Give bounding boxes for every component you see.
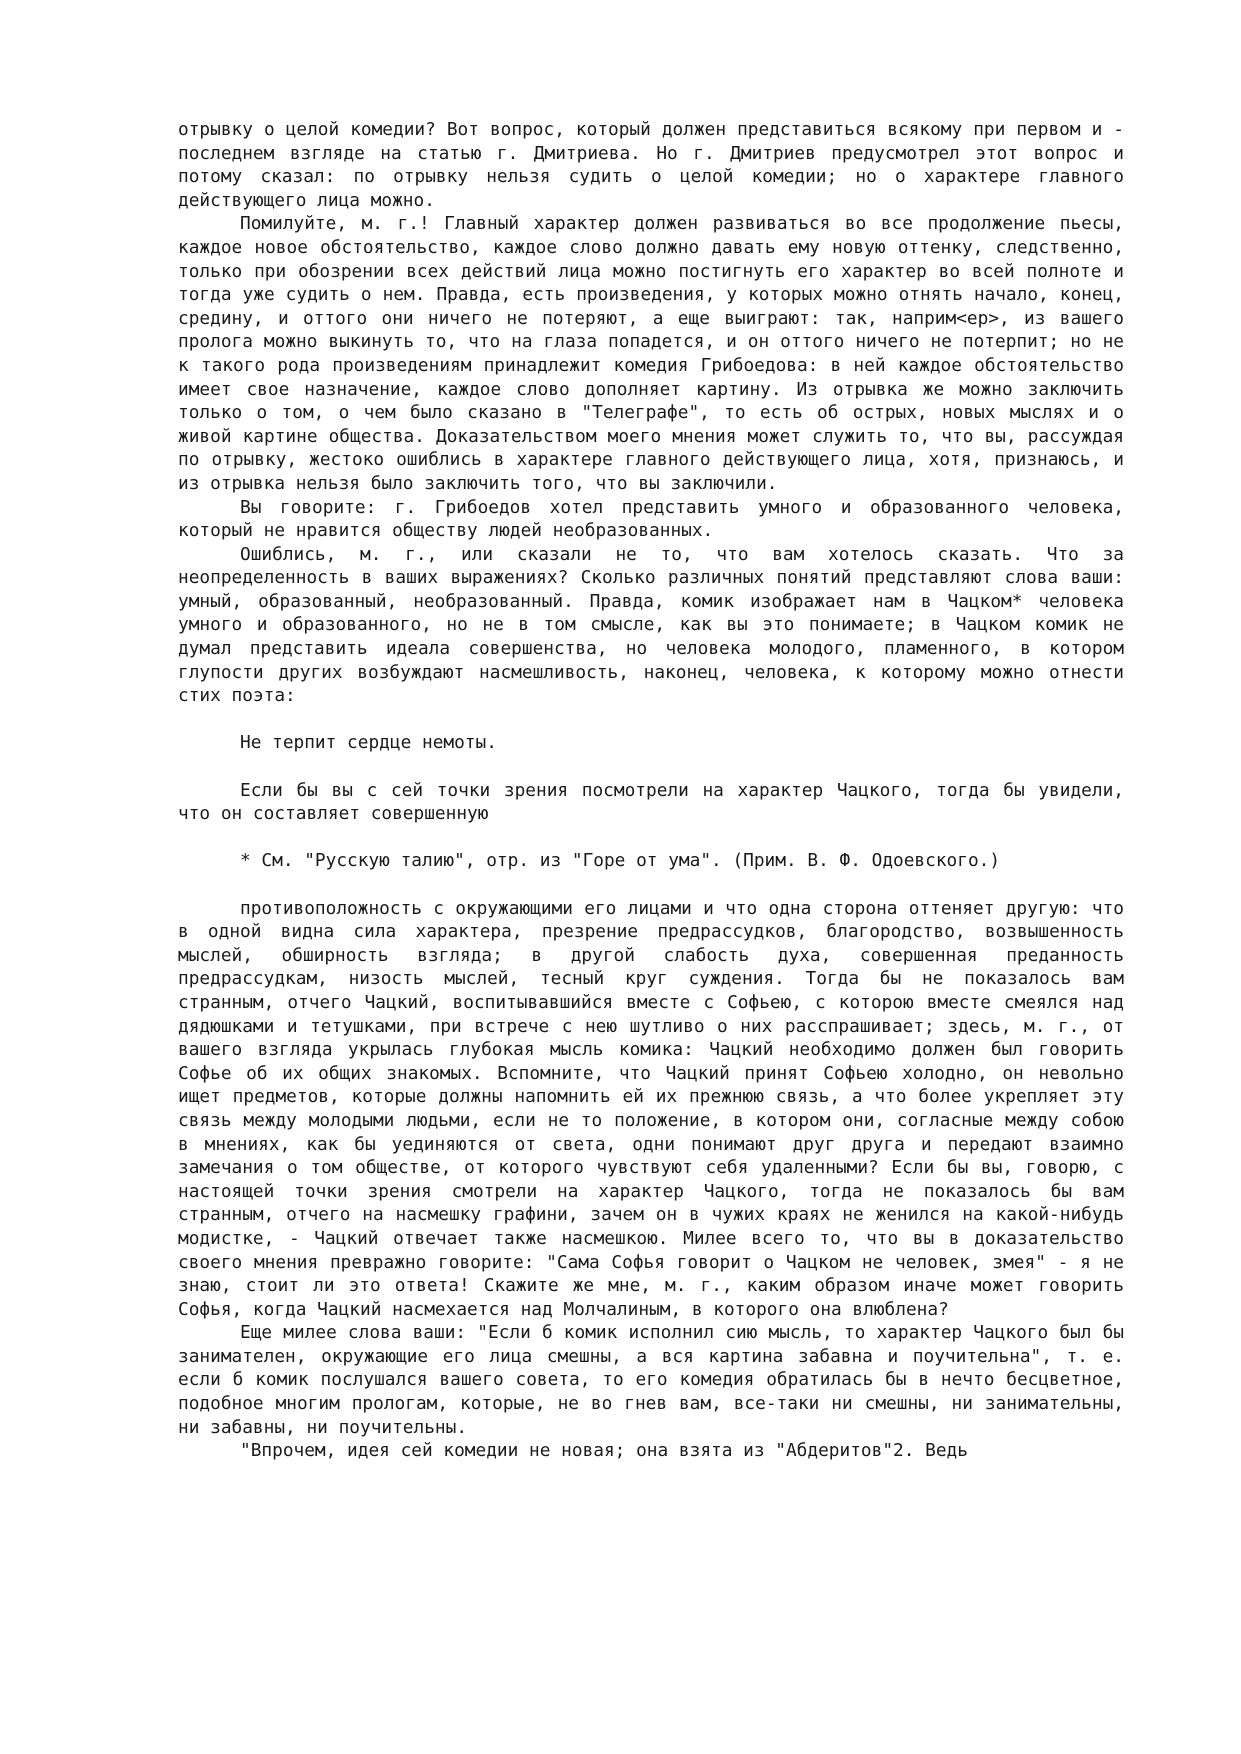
blank-line (178, 755, 1124, 779)
paragraph-7: Еще милее слова ваши: "Если б комик исполнил сию мысль, то характер Чацкого был бы занимателен, окружающие его лица смешны, а вся картина забавна и поучительна", т. е. если б комик послушался вашего совета, то его комедия обратилась бы в нечто бесцветное, подобное многим прологам, которые, не во гнев вам, все-таки ни смешны, ни занимательны, ни забавны, ни поучительны. (178, 1322, 1124, 1438)
paragraph-2: Помилуйте, м. г.! Главный характер должен развиваться во все продолжение пьесы, каждое новое обстоятельство, каждое слово должно давать ему новую оттенку, следственно, только при обозрении всех действий лица можно постигнуть его характер во всей полноте и тогда уже судить о нем. Правда, есть произведения, у которых можно отнять начало, конец, средину, и оттого они ничего не потеряют, а еще выиграют: так, наприм<ер>, из вашего пролога можно выкинуть то, что на глаза попадется, и он оттого ничего не потерпит; но не к такого рода произведениям принадлежит комедия Грибоедова: в ней каждое обстоятельство имеет свое назначение, каждое слово дополняет картину. Из отрывка же можно заключить только о том, о чем было сказано в "Телеграфе", то есть об острых, новых мыслях и о живой картине общества. Доказательством моего мнения может служить то, что вы, рассуждая по отрывку, жестоко ошиблись в характере главного действующего лица, хотя, признаюсь, и из отрывка нельзя было заключить того, что вы заключили. (178, 213, 1124, 494)
verse-line: Не терпит сердце немоты. (240, 732, 497, 754)
blank-line (178, 708, 1124, 732)
paragraph-6: противоположность с окружающими его лицами и что одна сторона оттеняет другую: что в одной видна сила характера, презрение предрассудков, благородство, возвышенность мыслей, обширность взгляда; в другой слабость духа, совершенная преданность предрассудкам, низость мыслей, тесный круг суждения. Тогда бы не показалось вам странным, отчего Чацкий, воспитывавшийся вместе с Софьею, с которою вместе смеялся над дядюшками и тетушками, при встрече с нею шутливо о них расспрашивает; здесь, м. г., от вашего взгляда укрылась глубокая мысль комика: Чацкий необходимо должен был говорить Софье об их общих знакомых. Вспомните, что Чацкий принят Софьею холодно, он невольно ищет предметов, которые должны напомнить ей их прежнюю связь, а что более укрепляет эту связь между молодыми людьми, если не то положение, в котором они, согласные между собою в мнениях, как бы уединяются от света, одни понимают друг друга и передают взаимно замечания о том обществе, от которого чувствуют себя удаленными? Если бы вы, говорю, с настоящей точки зрения смотрели на характер Чацкого, тогда не показалось бы вам странным, отчего на насмешку графини, зачем он в чужих краях не женился на какой-нибудь модистке, - Чацкий отвечает также насмешкою. Милее всего то, что вы в доказательство своего мнения превражно говорите: "Сама Софья говорит о Чацком не человек, змея" - я не знаю, стоит ли это ответа! Скажите же мне, м. г., каким образом иначе может говорить Софья, когда Чацкий насмехается над Молчалиным, в которого она влюблена? (178, 897, 1124, 1320)
footnote: * См. "Русскую талию", отр. из "Горе от ума". (Прим. В. Ф. Одоевского.) (240, 850, 1001, 872)
paragraph-3: Вы говорите: г. Грибоедов хотел представить умного и образованного человека, который не нравится обществу людей необразованных. (178, 496, 1124, 542)
paragraph-4: Ошиблись, м. г., или сказали не то, что вам хотелось сказать. Что за неопределенность в ваших выражениях? Сколько различных понятий представляют слова ваши: умный, образованный, необразованный. Правда, комик изображает нам в Чацком* человека умного и образованного, но не в том смысле, как вы это понимаете; в Чацком комик не думал представить идеала совершенства, но человека молодого, пламенного, в котором глупости других возбуждают насмешливость, наконец, человека, к которому можно отнести стих поэта: (178, 543, 1124, 707)
paragraph-1: отрывку о целой комедии? Вот вопрос, который должен представиться всякому при первом и - последнем взгляде на статью г. Дмитриева. Но г. Дмитриев предусмотрел этот вопрос и потому сказал: по отрывку нельзя судить о целой комедии; но о характере главного действующего лица можно. (178, 119, 1124, 211)
document-page (178, 118, 1124, 1463)
paragraph-5: Если бы вы с сей точки зрения посмотрели на характер Чацкого, тогда бы увидели, что он составляет совершенную (178, 779, 1124, 825)
blank-line (178, 873, 1124, 897)
blank-line (178, 826, 1124, 850)
paragraph-8: "Впрочем, идея сей комедии не новая; она взята из "Абдеритов"2. Ведь (240, 1440, 968, 1462)
